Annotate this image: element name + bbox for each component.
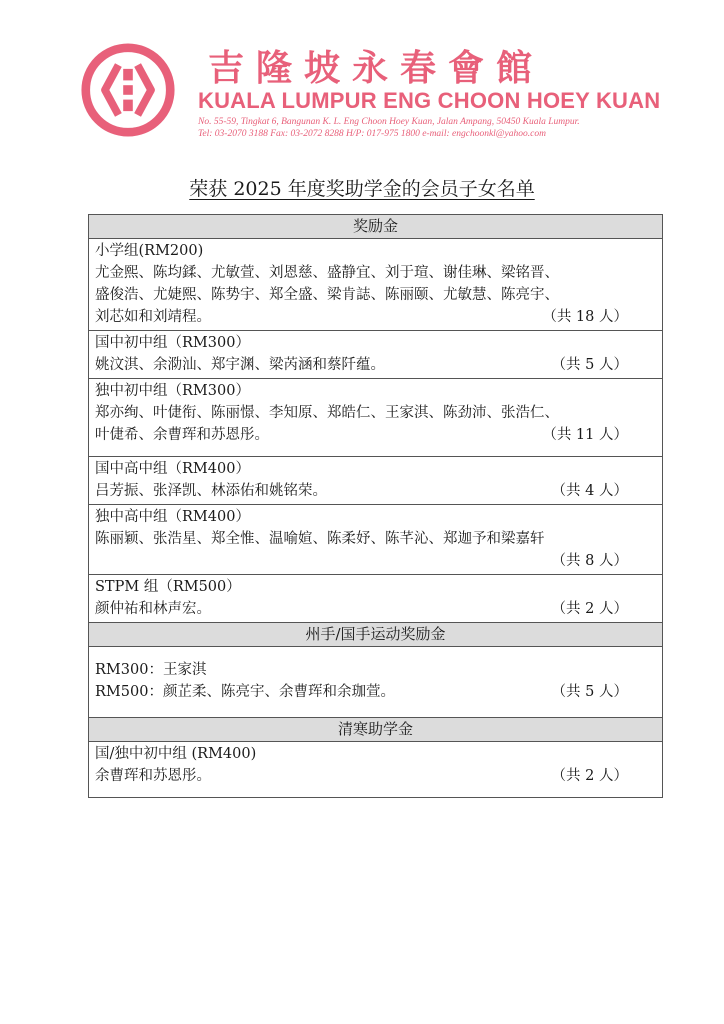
recipient-count: （共 2 人） — [551, 768, 628, 784]
group-title: 国/独中初中组 (RM400) — [95, 746, 257, 762]
names-text: 盛俊浩、尤婕熙、陈势宇、郑全盛、梁肯誌、陈丽颐、尤敏慧、陈亮宇、 — [95, 287, 559, 303]
address-line: No. 55-59, Tingkat 6, Bangunan K. L. Eng Choon Hoey Kuan, Jalan Ampang, 50450 Kuala Lumpur. — [198, 117, 580, 127]
names-text: 姚汶淇、余泐汕、郑宇渊、梁芮涵和蔡阡蕴。 — [95, 357, 385, 373]
group-title: 小学组(RM200) — [95, 243, 204, 259]
award-group — [89, 575, 662, 623]
award-group — [89, 742, 662, 798]
award-group — [89, 331, 662, 379]
names-text: 郑亦绚、叶倢衔、陈丽憬、李知原、郑皓仁、王家淇、陈劲沛、张浩仁、 — [95, 405, 559, 421]
recipient-names — [95, 402, 656, 424]
names-text: 吕芳振、张泽凯、林添佑和姚铭荣。 — [95, 483, 327, 499]
names-text: 颜仲祐和林声宏。 — [95, 601, 211, 617]
association-logo-icon — [80, 42, 176, 138]
recipient-names — [95, 480, 656, 502]
award-group — [89, 505, 662, 575]
award-table — [88, 214, 663, 798]
names-text: 尤金熙、陈均鍒、尤敏萱、刘恩慈、盛静宜、刘于瑄、谢佳琳、梁铭晋、 — [95, 265, 559, 281]
names-text: 余曹珲和苏恩彤。 — [95, 768, 211, 784]
recipient-names — [95, 659, 656, 681]
group-title: 独中高中组（RM400） — [95, 509, 250, 525]
names-text: RM300：王家淇 — [95, 662, 207, 678]
group-title: 国中初中组（RM300） — [95, 335, 250, 351]
contact-line: Tel: 03-2070 3188 Fax: 03-2072 8288 H/P: 017-975 1800 e-mail: engchoonkl@yahoo.com — [198, 129, 546, 139]
recipient-count: （共 5 人） — [551, 684, 628, 700]
association-name-en: KUALA LUMPUR ENG CHOON HOEY KUAN — [198, 88, 661, 113]
names-text: 陈丽颖、张浩星、郑全惟、温喻媗、陈柔妤、陈芊沁、郑迦予和梁嘉轩 — [95, 531, 545, 547]
names-text: 刘芯如和刘靖程。 — [95, 309, 211, 325]
names-text: 叶倢希、余曹珲和苏恩彤。 — [95, 427, 269, 443]
association-name-cn: 吉隆坡永春會館 — [208, 47, 545, 89]
section-heading: 奖励金 — [89, 215, 662, 239]
recipient-names — [95, 284, 656, 306]
recipient-count: （共 18 人） — [542, 309, 628, 325]
recipient-names — [95, 765, 656, 787]
recipient-names — [95, 306, 656, 328]
group-title: STPM 组（RM500） — [95, 579, 241, 595]
association-address — [198, 116, 580, 140]
recipient-names — [95, 681, 656, 703]
letterhead — [80, 38, 660, 138]
recipient-count: （共 2 人） — [551, 601, 628, 617]
recipient-names — [95, 598, 656, 620]
group-title: 独中初中组（RM300） — [95, 383, 250, 399]
recipient-count: （共 11 人） — [542, 427, 628, 443]
recipient-names — [95, 354, 656, 376]
names-text: RM500：颜芷柔、陈亮宇、余曹珲和余珈萱。 — [95, 684, 395, 700]
recipient-names — [95, 262, 656, 284]
award-group — [89, 647, 662, 718]
recipient-count: （共 8 人） — [551, 553, 628, 569]
award-group — [89, 239, 662, 331]
page-title: 荣获 2025 年度奖助学金的会员子女名单 — [189, 178, 535, 200]
section-heading: 清寒助学金 — [89, 718, 662, 742]
recipient-count: （共 5 人） — [551, 357, 628, 373]
recipient-names — [95, 528, 656, 550]
group-title: 国中高中组（RM400） — [95, 461, 250, 477]
section-heading: 州手/国手运动奖励金 — [89, 623, 662, 647]
recipient-names — [95, 424, 656, 446]
recipient-count: （共 4 人） — [551, 483, 628, 499]
award-group — [89, 457, 662, 505]
award-group — [89, 379, 662, 457]
